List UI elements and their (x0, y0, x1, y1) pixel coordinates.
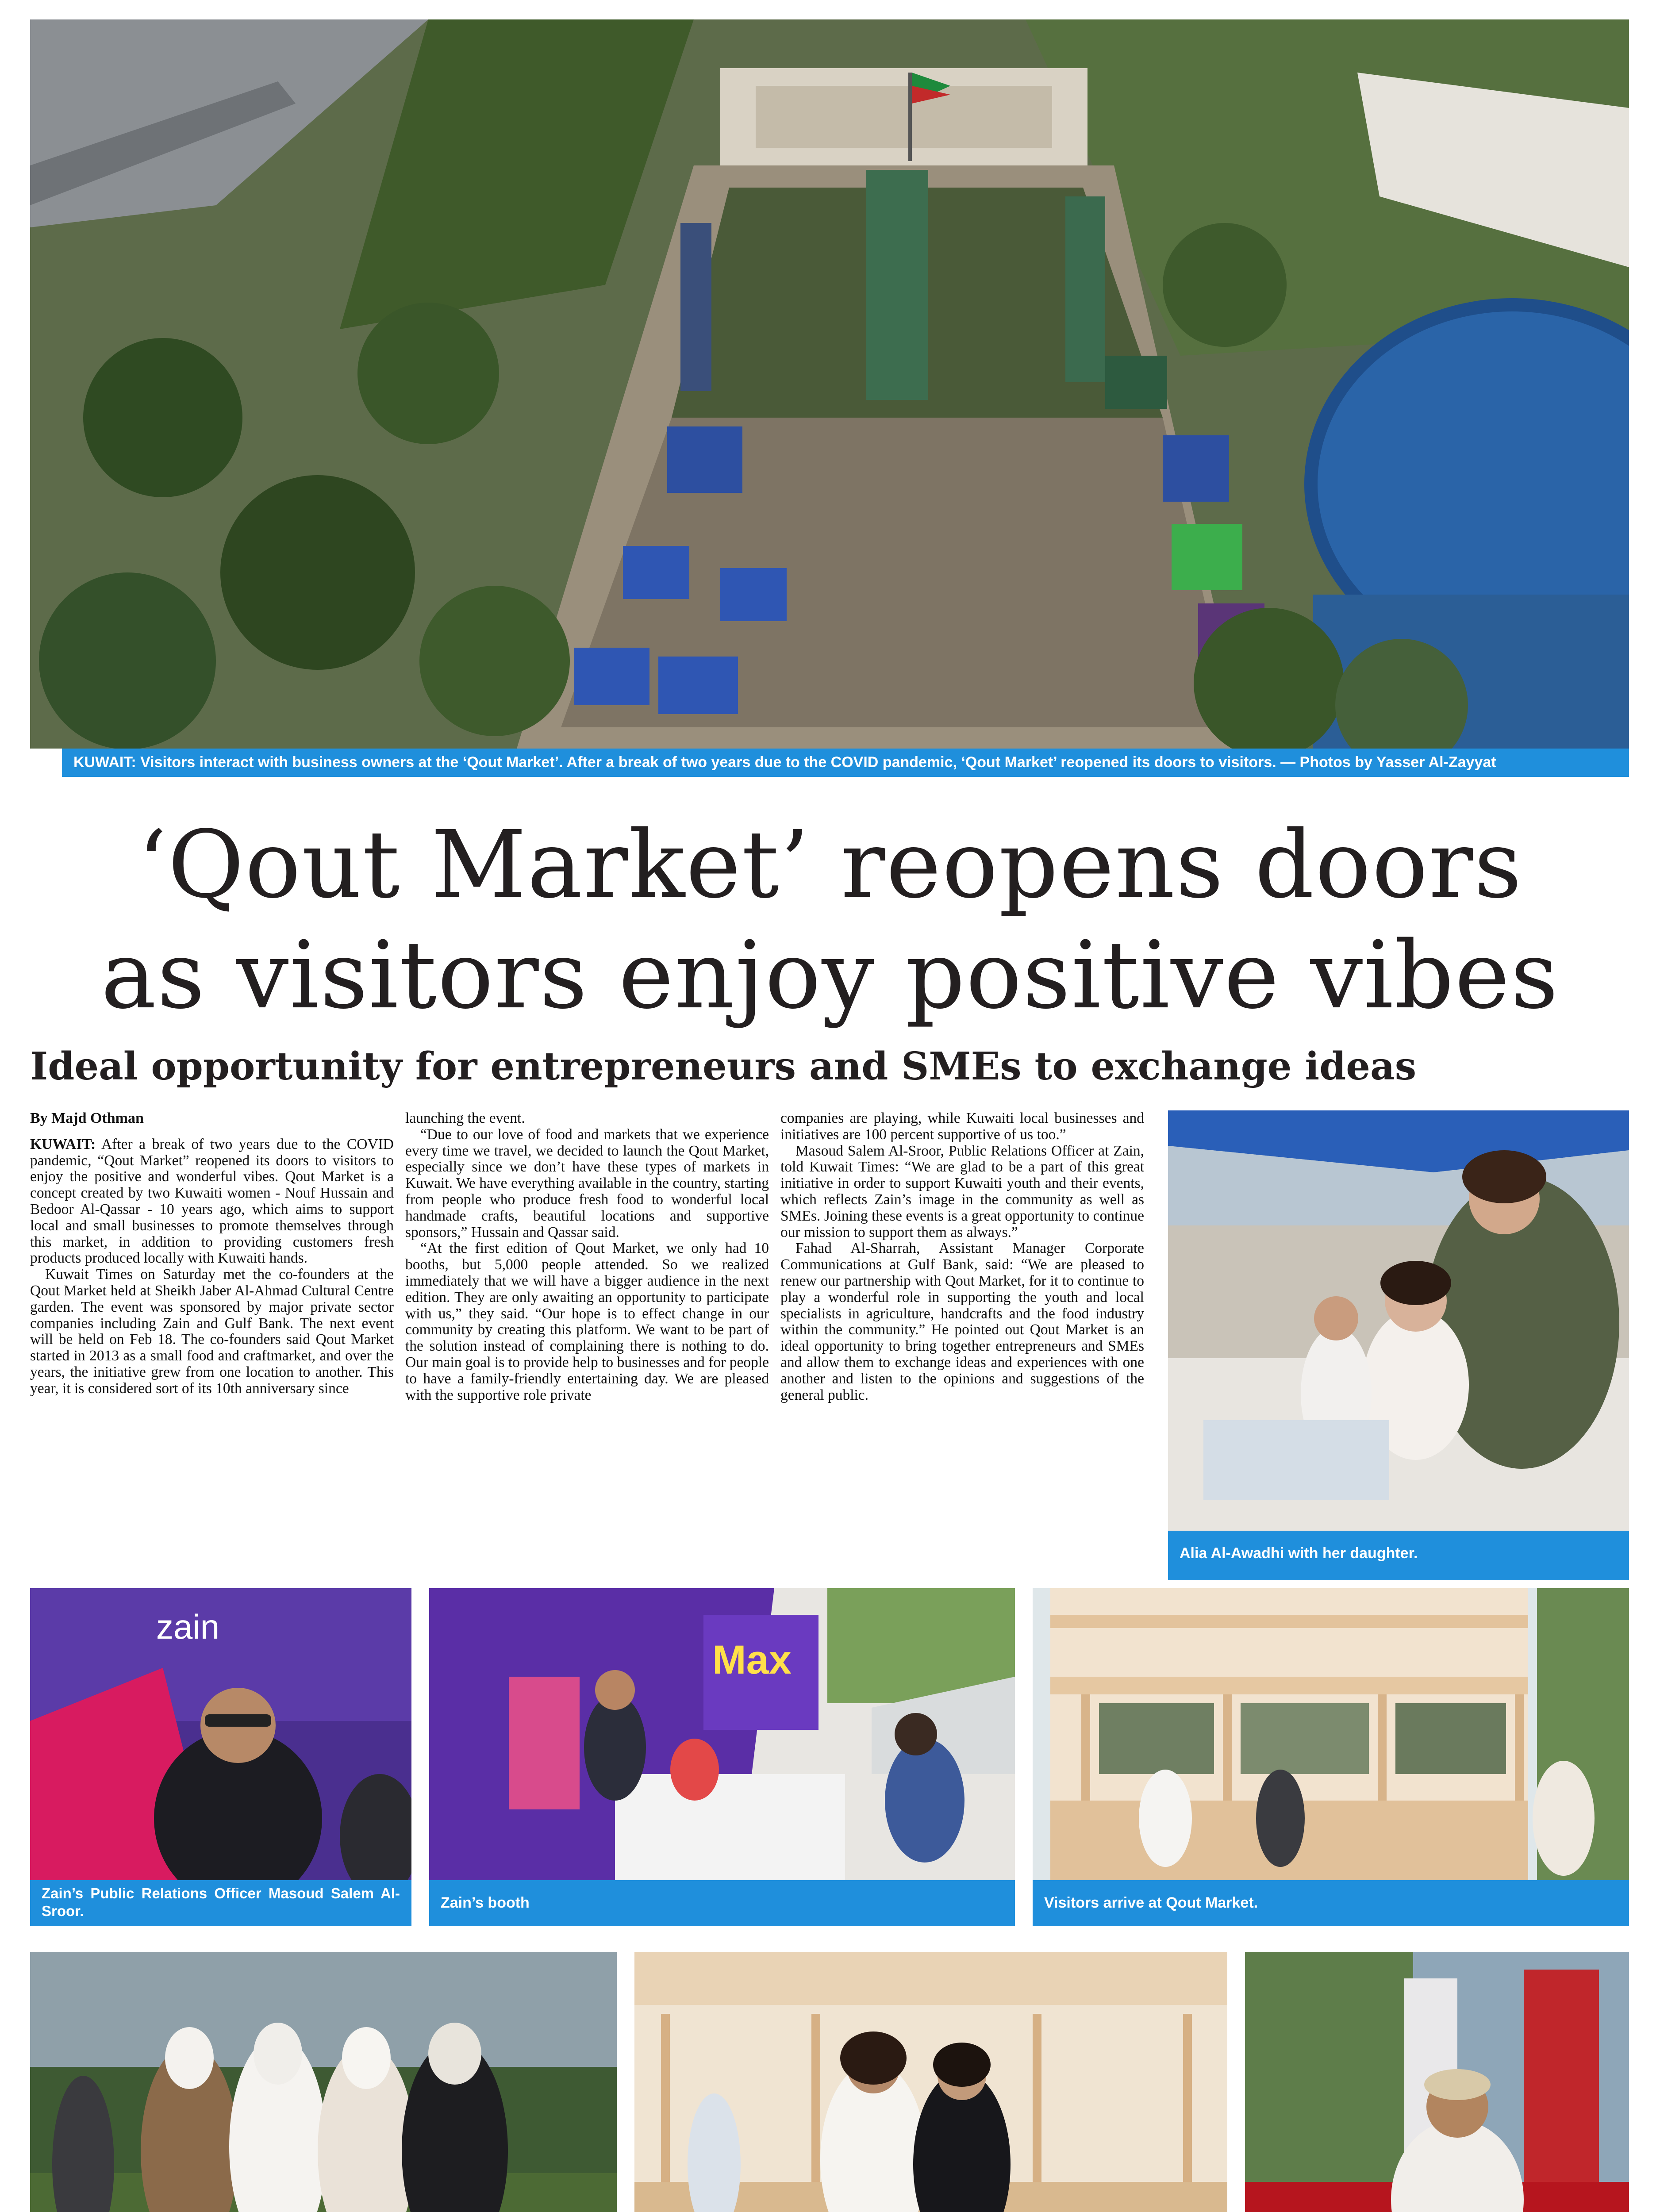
article-paragraph: KUWAIT: After a break of two years due to the COVID pandemic, “Qout Market” reopened its doors to visitors to enjoy the positive and wonderful vibes. Qout Market is a concept created by two Kuwaiti women - Nouf Hussain and Bedoor Al-Qassar - 10 years ago, which aims to support local and small businesses to promote themselves through this market, in addition to providing customers fresh products produced locally with Kuwaiti hands. (30, 1136, 394, 1267)
top-photo-caption: KUWAIT: Visitors interact with business owners at the ‘Qout Market’. After a break of two years due to the COVID pandemic, ‘Qout Market’ reopened its doors to visitors. — Photos by Yasser Al-Zayyat (62, 749, 1629, 777)
zain-booth-photo (429, 1588, 1015, 1880)
article-paragraph: companies are playing, while Kuwaiti local businesses and initiatives are 100 percent supportive of us too.” (780, 1110, 1144, 1143)
byline: By Majd Othman (30, 1110, 144, 1126)
aerial-market-photo (30, 19, 1629, 749)
alia-caption: Alia Al-Awadhi with her daughter. (1168, 1531, 1629, 1580)
article-column-3 (780, 1110, 1144, 1403)
zain-logo: zain (156, 1607, 220, 1646)
zain-pr-photo (30, 1588, 411, 1880)
dateline: KUWAIT: (30, 1136, 96, 1152)
article-paragraph: “At the first edition of Qout Market, we only had 10 booths, but 5,000 people attended. So we realized immediately that we will have a bigger audience in the next edition. They are only awaiting an opportunity to participate with us,” they said. “Our hope is to effect change in our community by creating this platform. We want to be part of the solution instead of complaining there is nothing to do. Our main goal is to provide help to businesses and for people to have a family-friendly entertaining day. We are pleased with the supportive role private (405, 1240, 769, 1403)
subheadline: Ideal opportunity for entrepreneurs and SMEs to exchange ideas (30, 1044, 1417, 1089)
zain-pr-caption: Zain’s Public Relations Officer Masoud Salem Al-Sroor. (30, 1880, 411, 1926)
alia-photo (1168, 1110, 1629, 1531)
cofounders-photo (634, 1952, 1227, 2212)
article-paragraph: Kuwait Times on Saturday met the co-founders at the Qout Market held at Sheikh Jaber Al-Ahmad Cultural Centre garden. The event was sponsored by major private sector companies including Zain and Gulf Bank. The next event will be held on Feb 18. The co-founders said Qout Market started in 2013 as a small food and craftmarket, and over the years, the initiative grew from one location to another. This year, it is considered sort of its 10th anniversary since (30, 1266, 394, 1397)
article-paragraph: launching the event. (405, 1110, 525, 1126)
article-paragraph: “Due to our love of food and markets that we experience every time we travel, we decided to launch the Qout Market, especially since we don’t have these types of markets in Kuwait. We have everything available in the country, starting from people who produce fresh food to wonderful local handmade crafts, beautiful locations and supportive sponsors,” Hussain and Qassar said. (405, 1126, 769, 1240)
headline-line-2: as visitors enjoy positive vibes (101, 921, 1559, 1029)
headline-line-1: ‘Qout Market’ reopens doors (137, 810, 1523, 919)
kipco-photo (30, 1952, 617, 2212)
visitors-arrive-photo (1033, 1588, 1629, 1880)
article-column-2 (405, 1110, 769, 1403)
article-paragraph: Masoud Salem Al-Sroor, Public Relations Officer at Zain, told Kuwait Times: “We are glad to be a part of this great initiative in order to support Kuwaiti youth and their events, which reflects Zain’s image in the community as well as SMEs. Joining these events is a great opportunity to continue our mission to support them as always.” (780, 1142, 1144, 1240)
max-sign: Max (712, 1637, 792, 1682)
article-column-1 (30, 1110, 394, 1397)
zain-booth-caption: Zain’s booth (429, 1880, 1015, 1926)
article-paragraph: Fahad Al-Sharrah, Assistant Manager Corporate Communications at Gulf Bank, said: “We are pleased to renew our partnership with Qout Market, for it to continue to play a wonderful role in supporting the youth and local specialists in agriculture, handcrafts and the food industry within the community.” He pointed out Qout Market is an ideal opportunity to bring together entrepreneurs and SMEs and allow them to exchange ideas and experiences with one another and listen to the opinions and suggestions of the general public. (780, 1240, 1144, 1403)
gulf-bank-photo (1245, 1952, 1629, 2212)
visitors-arrive-caption: Visitors arrive at Qout Market. (1033, 1880, 1629, 1926)
